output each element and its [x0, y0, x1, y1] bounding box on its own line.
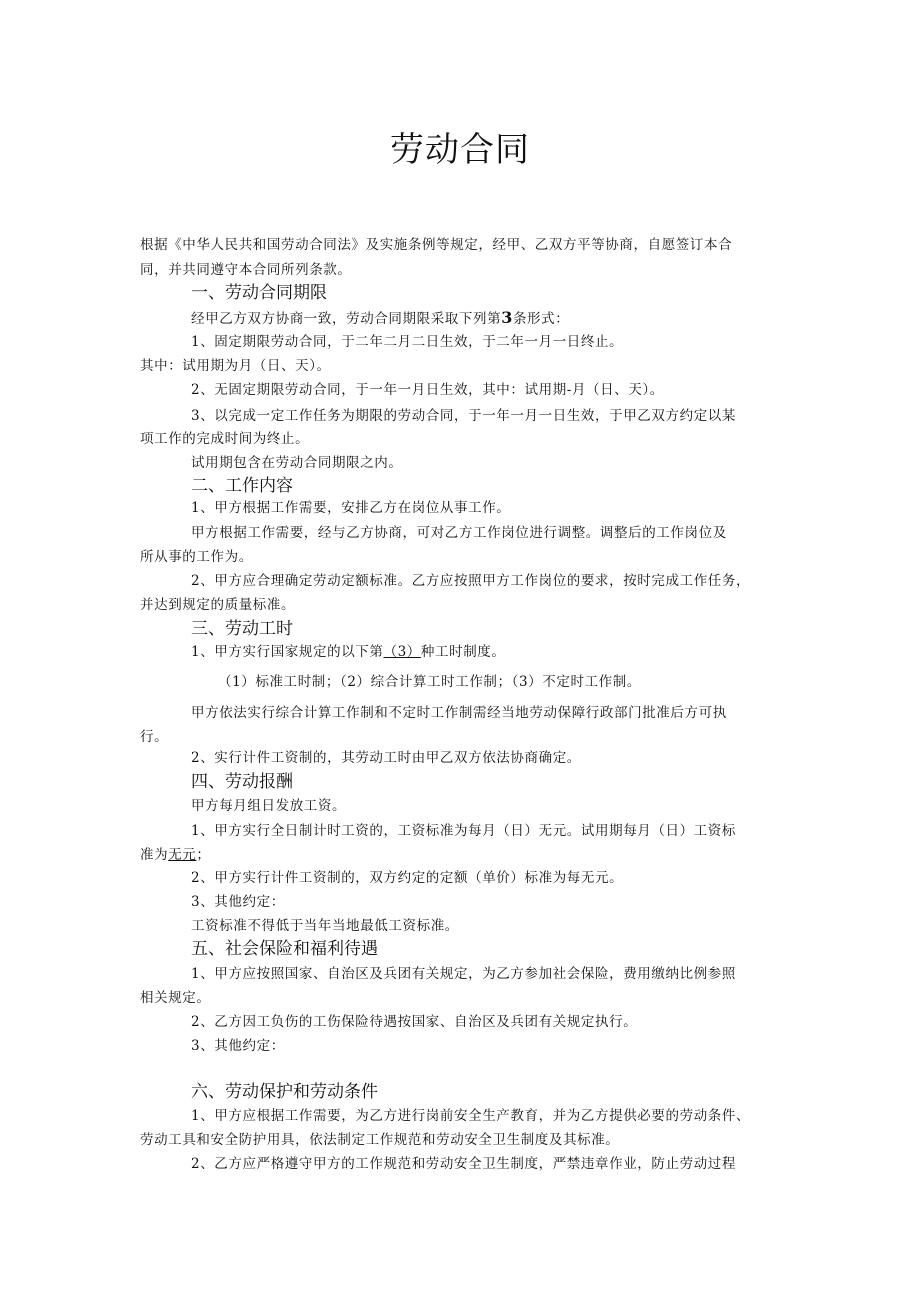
- section-3-line-3: 甲方依法实行综合计算工作制和不定时工作制需经当地劳动保障行政部门批准后方可执: [191, 705, 727, 721]
- section-1-fixed-term: 1、固定期限劳动合同，于二年二月二日生效，于二年一月一日终止。: [191, 334, 624, 350]
- section-2-line-3: 所从事的工作为。: [140, 549, 253, 565]
- hours-system-number: （3）: [383, 644, 421, 660]
- section-5-heading: 五、社会保险和福利待遇: [191, 939, 378, 959]
- section-1-task-based: 3、以完成一定工作任务为期限的劳动合同，于一年一月一日生效，于甲乙双方约定以某: [191, 408, 736, 424]
- section-2-line-5: 并达到规定的质量标准。: [140, 597, 296, 613]
- section-5-line-3: 2、乙方因工负伤的工伤保险待遇按国家、自治区及兵团有关规定执行。: [191, 1014, 638, 1030]
- section-3-line-5: 2、实行计件工资制的，其劳动工时由甲乙双方依法协商确定。: [191, 750, 581, 766]
- section-4-line-1: 甲方每月组日发放工资。: [191, 798, 347, 814]
- section-3-line-4: 行。: [140, 729, 169, 745]
- section-4-line-2: 1、甲方实行全日制计时工资的，工资标准为每月（日）无元。试用期每月（日）工资标: [191, 823, 736, 839]
- section-5-line-4: 3、其他约定：: [191, 1038, 285, 1054]
- section-6-line-2: 劳动工具和安全防护用具，依法制定工作规范和劳动安全卫生制度及其标准。: [140, 1132, 620, 1148]
- section-3-options: （1）标准工时制；（2）综合计算工时工作制；（3）不定时工作制。: [218, 674, 641, 690]
- section-2-line-1: 1、甲方根据工作需要，安排乙方在岗位从事工作。: [191, 500, 511, 516]
- section-6-heading: 六、劳动保护和劳动条件: [191, 1082, 378, 1102]
- section-5-line-1: 1、甲方应按照国家、自治区及兵团有关规定，为乙方参加社会保险，费用缴纳比例参照: [191, 966, 736, 982]
- section-1-probation-note: 试用期包含在劳动合同期限之内。: [191, 455, 403, 471]
- section-5-line-2: 相关规定。: [140, 990, 211, 1006]
- section-3-hours-system: 1、甲方实行国家规定的以下第（3）种工时制度。: [191, 644, 506, 660]
- section-1-term-option: 经甲乙方双方协商一致，劳动合同期限采取下列第3条形式：: [191, 308, 570, 327]
- section-3-heading: 三、劳动工时: [191, 619, 293, 639]
- document-title: 劳动合同: [390, 130, 530, 170]
- section-4-heading: 四、劳动报酬: [191, 772, 293, 792]
- section-4-line-5: 3、其他约定：: [191, 894, 285, 910]
- term-option-number: 3: [501, 308, 513, 327]
- section-2-line-2: 甲方根据工作需要，经与乙方协商，可对乙方工作岗位进行调整。调整后的工作岗位及: [191, 525, 727, 541]
- section-4-line-3: 准为无元；: [140, 847, 211, 863]
- section-6-line-1: 1、甲方应根据工作需要，为乙方进行岗前安全生产教育，并为乙方提供必要的劳动条件、: [191, 1108, 751, 1124]
- section-4-line-6: 工资标准不得低于当年当地最低工资标准。: [191, 918, 459, 934]
- section-1-open-ended: 2、无固定期限劳动合同，于一年一月日生效，其中：试用期-月（日、天）。: [191, 382, 664, 398]
- intro-line-1: 根据《中华人民共和国劳动合同法》及实施条例等规定，经甲、乙双方平等协商，自愿签订本合: [140, 237, 733, 253]
- section-6-line-3: 2、乙方应严格遵守甲方的工作规范和劳动安全卫生制度，严禁违章作业，防止劳动过程: [191, 1156, 736, 1172]
- section-1-task-based-cont: 项工作的完成时间为终止。: [140, 431, 310, 447]
- probation-wage-value: 无元: [168, 847, 197, 863]
- section-2-line-4: 2、甲方应合理确定劳动定额标准。乙方应按照甲方工作岗位的要求，按时完成工作任务，: [191, 573, 751, 589]
- section-1-heading: 一、劳动合同期限: [191, 283, 327, 303]
- section-1-probation: 其中：试用期为月（日、天）。: [140, 358, 331, 374]
- intro-line-2: 同，并共同遵守本合同所列条款。: [140, 262, 352, 278]
- section-2-heading: 二、工作内容: [191, 476, 293, 496]
- section-4-line-4: 2、甲方实行计件工资制的，双方约定的定额（单价）标准为每无元。: [191, 870, 624, 886]
